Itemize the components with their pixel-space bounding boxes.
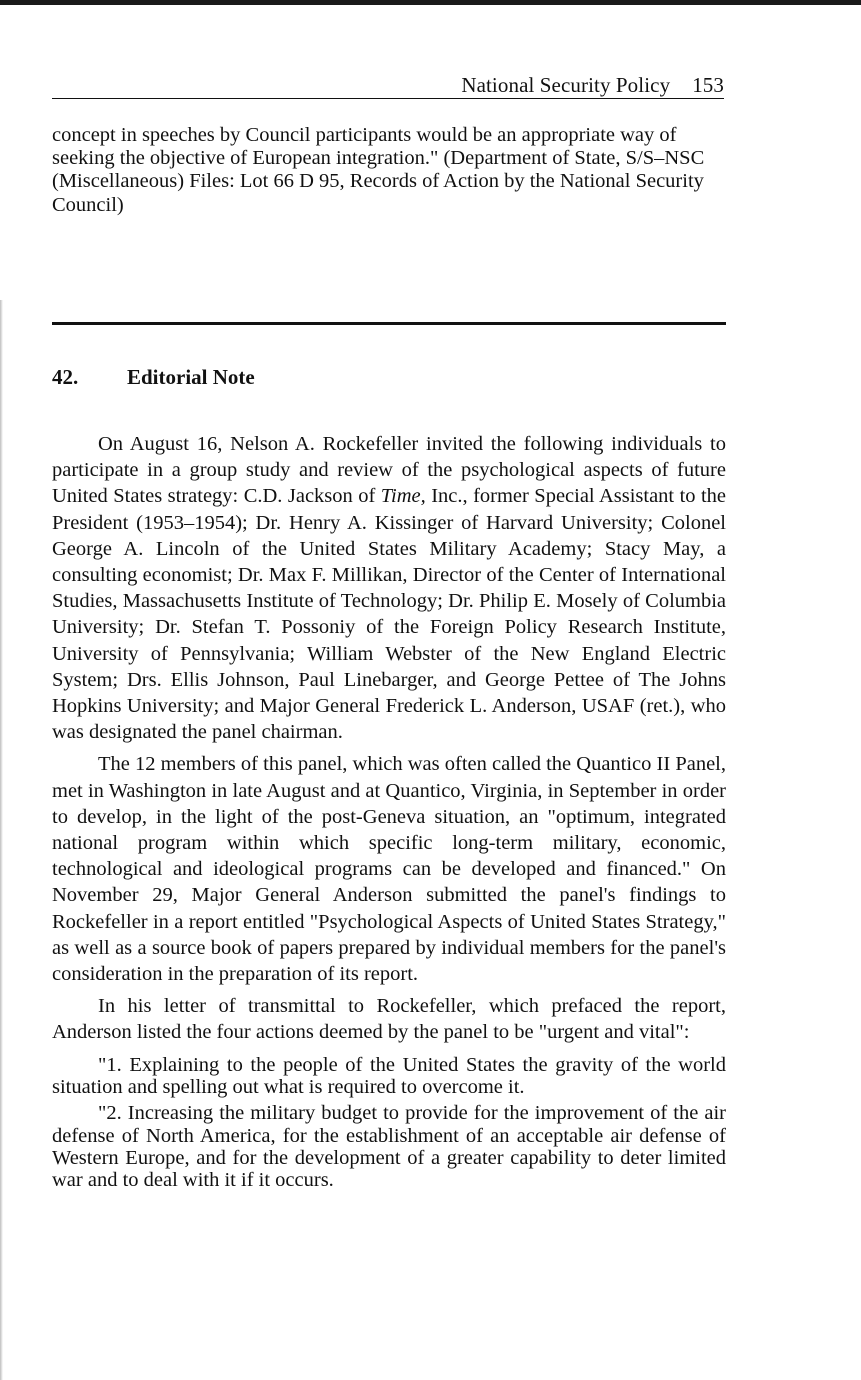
paragraph-3: In his letter of transmittal to Rockefeller, which prefaced the report, Anderson listed the four actions deemed by the panel to be "urgent and vital": [52,995,726,1044]
paragraph-1 [52,431,726,745]
page-number: 153 [692,73,724,97]
running-head-title: National Security Policy [461,73,671,97]
paragraph-2: The 12 members of this panel, which was often called the Quantico II Panel, met in Washington in late August and at Quantico, Virginia, in September in order to develop, in the light of the post-Geneva situation, an "optimum, integrated national program within which specific long-term military, economic, technological and ideological programs can be developed and financed." On November 29, Major General Anderson submitted the panel's findings to Rockefeller in a report entitled "Psychological Aspects of United States Strategy," as well as a source book of papers prepared by individual members for the panel's consideration in the preparation of its report. [52,753,726,986]
running-head [52,72,724,99]
page-scan-edge [0,300,3,1380]
page-top-border [0,0,861,5]
paragraph-1-text-b: Inc., former Special Assistant to the President (1953–1954); Dr. Henry A. Kissinger of Harvard University; Colonel George A. Lincoln of the United States Military Academy; Stacy May, a consulting economist; Dr. Max F. Millikan, Director of the Center of International Studies, Massachusetts Institute of Technology; Dr. Philip E. Mosely of Columbia University; Dr. Stefan T. Possoniy of the Foreign Policy Research Institute, University of Pennsylvania; William Webster of the New England Electric System; Drs. Ellis Johnson, Paul Linebarger, and George Pettee of The Johns Hopkins University; and Major General Frederick L. Anderson, USAF (ret.), who was designated the panel chairman. [52,485,727,744]
quoted-item-1: "1. Explaining to the people of the United States the gravity of the world situation and spelling out what is required to overcome it. [52,1053,726,1098]
document-separator-rule [52,322,726,325]
document-body [52,431,726,1191]
quoted-item-2: "2. Increasing the military budget to provide for the improvement of the air defense of North America, for the establishment of an acceptable air defense of Western Europe, and for the development of a greater capability to deter limited war and to deal with it if it occurs. [52,1102,726,1192]
document-heading [52,363,255,391]
continuation-note: concept in speeches by Council participants would be an appropriate way of seeking the objective of European integration." (Department of State, S/S–NSC (Miscellaneous) Files: Lot 66 D 95, Records of Action by the National Security Council) [52,124,705,216]
document-number: 42. [52,365,79,389]
paragraph-1-text-a: On August 16, Nelson A. Rockefeller invited the following individuals to participate in a group study and review of the psychological aspects of future United States strategy: C.D. Jackson of [52,433,726,508]
document-title: Editorial Note [127,365,255,389]
publication-name-italic: Time, [380,485,426,508]
